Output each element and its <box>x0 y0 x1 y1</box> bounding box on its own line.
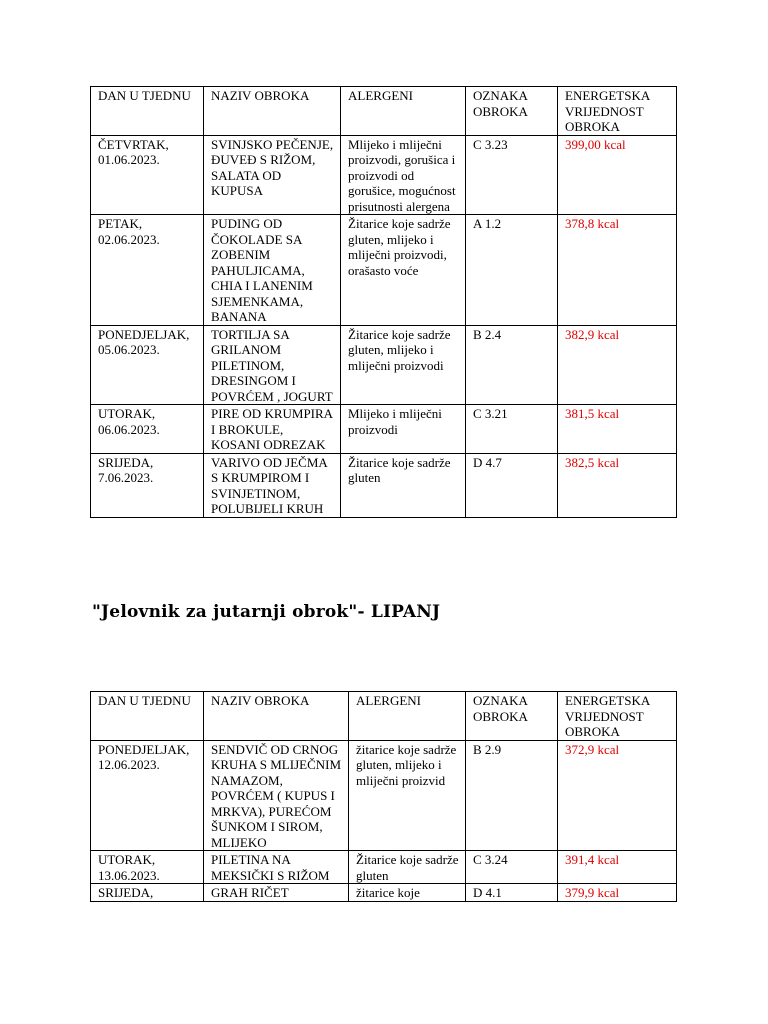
table-row <box>91 135 677 215</box>
header-day: DAN U TJEDNU <box>91 692 204 741</box>
table-row <box>91 740 677 851</box>
code-cell: D 4.7 <box>466 453 558 517</box>
header-code: OZNAKA OBROKA <box>466 87 558 136</box>
meal-cell: GRAH RIČET <box>204 884 349 902</box>
meal-cell: VARIVO OD JEČMA S KRUMPIROM I SVINJETINOM, POLUBIJELI KRUH <box>204 453 341 517</box>
allergens-cell: Žitarice koje sadrže gluten, mlijeko i mliječni proizvodi <box>341 325 466 405</box>
meal-cell: PIRE OD KRUMPIRA I BROKULE, KOSANI ODREZAK <box>204 405 341 454</box>
table-header-row <box>91 87 677 136</box>
header-meal: NAZIV OBROKA <box>204 87 341 136</box>
header-energy: ENERGETSKA VRIJEDNOST OBROKA <box>558 692 677 741</box>
meal-cell: SVINJSKO PEČENJE, ĐUVEĐ S RIŽOM, SALATA OD KUPUSA <box>204 135 341 215</box>
meal-cell: PUDING OD ČOKOLADE SA ZOBENIM PAHULJICAMA, CHIA I LANENIM SJEMENKAMA, BANANA <box>204 215 341 326</box>
day-cell: SRIJEDA, <box>91 884 204 902</box>
header-allergens: ALERGENI <box>341 87 466 136</box>
table-row <box>91 884 677 902</box>
energy-cell: 381,5 kcal <box>558 405 677 454</box>
table-row <box>91 215 677 326</box>
allergens-cell: Žitarice koje sadrže gluten <box>349 851 466 884</box>
meal-cell: PILETINA NA MEKSIČKI S RIŽOM <box>204 851 349 884</box>
day-cell: PONEDJELJAK, 05.06.2023. <box>91 325 204 405</box>
header-allergens: ALERGENI <box>349 692 466 741</box>
code-cell: D 4.1 <box>466 884 558 902</box>
code-cell: C 3.24 <box>466 851 558 884</box>
day-cell: UTORAK, 06.06.2023. <box>91 405 204 454</box>
energy-cell: 379,9 kcal <box>558 884 677 902</box>
day-cell: SRIJEDA, 7.06.2023. <box>91 453 204 517</box>
header-meal: NAZIV OBROKA <box>204 692 349 741</box>
table-row <box>91 453 677 517</box>
energy-cell: 391,4 kcal <box>558 851 677 884</box>
header-code: OZNAKA OBROKA <box>466 692 558 741</box>
code-cell: C 3.23 <box>466 135 558 215</box>
energy-cell: 378,8 kcal <box>558 215 677 326</box>
day-cell: PONEDJELJAK, 12.06.2023. <box>91 740 204 851</box>
allergens-cell: žitarice koje <box>349 884 466 902</box>
table-row <box>91 325 677 405</box>
day-cell: ČETVRTAK, 01.06.2023. <box>91 135 204 215</box>
menu-table-2 <box>90 691 677 902</box>
code-cell: B 2.9 <box>466 740 558 851</box>
table-row <box>91 851 677 884</box>
meal-cell: TORTILJA SA GRILANOM PILETINOM, DRESINGOM I POVRĆEM , JOGURT <box>204 325 341 405</box>
day-cell: PETAK, 02.06.2023. <box>91 215 204 326</box>
table-header-row <box>91 692 677 741</box>
allergens-cell: Žitarice koje sadrže gluten, mlijeko i mliječni proizvodi, orašasto voće <box>341 215 466 326</box>
energy-cell: 382,5 kcal <box>558 453 677 517</box>
header-day: DAN U TJEDNU <box>91 87 204 136</box>
allergens-cell: žitarice koje sadrže gluten, mlijeko i mliječni proizvid <box>349 740 466 851</box>
energy-cell: 372,9 kcal <box>558 740 677 851</box>
allergens-cell: Žitarice koje sadrže gluten <box>341 453 466 517</box>
allergens-cell: Mlijeko i mliječni proizvodi <box>341 405 466 454</box>
code-cell: A 1.2 <box>466 215 558 326</box>
code-cell: B 2.4 <box>466 325 558 405</box>
allergens-cell: Mlijeko i mliječni proizvodi, gorušica i proizvodi od gorušice, mogućnost prisutnosti alergena <box>341 135 466 215</box>
energy-cell: 399,00 kcal <box>558 135 677 215</box>
energy-cell: 382,9 kcal <box>558 325 677 405</box>
header-energy: ENERGETSKA VRIJEDNOST OBROKA <box>558 87 677 136</box>
code-cell: C 3.21 <box>466 405 558 454</box>
menu-table-1 <box>90 86 677 518</box>
table-row <box>91 405 677 454</box>
meal-cell: SENDVIČ OD CRNOG KRUHA S MLIJEČNIM NAMAZOM, POVRĆEM ( KUPUS I MRKVA), PUREĆOM ŠUNKOM I SIROM, MLIJEKO <box>204 740 349 851</box>
day-cell: UTORAK, 13.06.2023. <box>91 851 204 884</box>
menu-heading: "Jelovnik za jutarnji obrok"- LIPANJ <box>92 602 441 622</box>
